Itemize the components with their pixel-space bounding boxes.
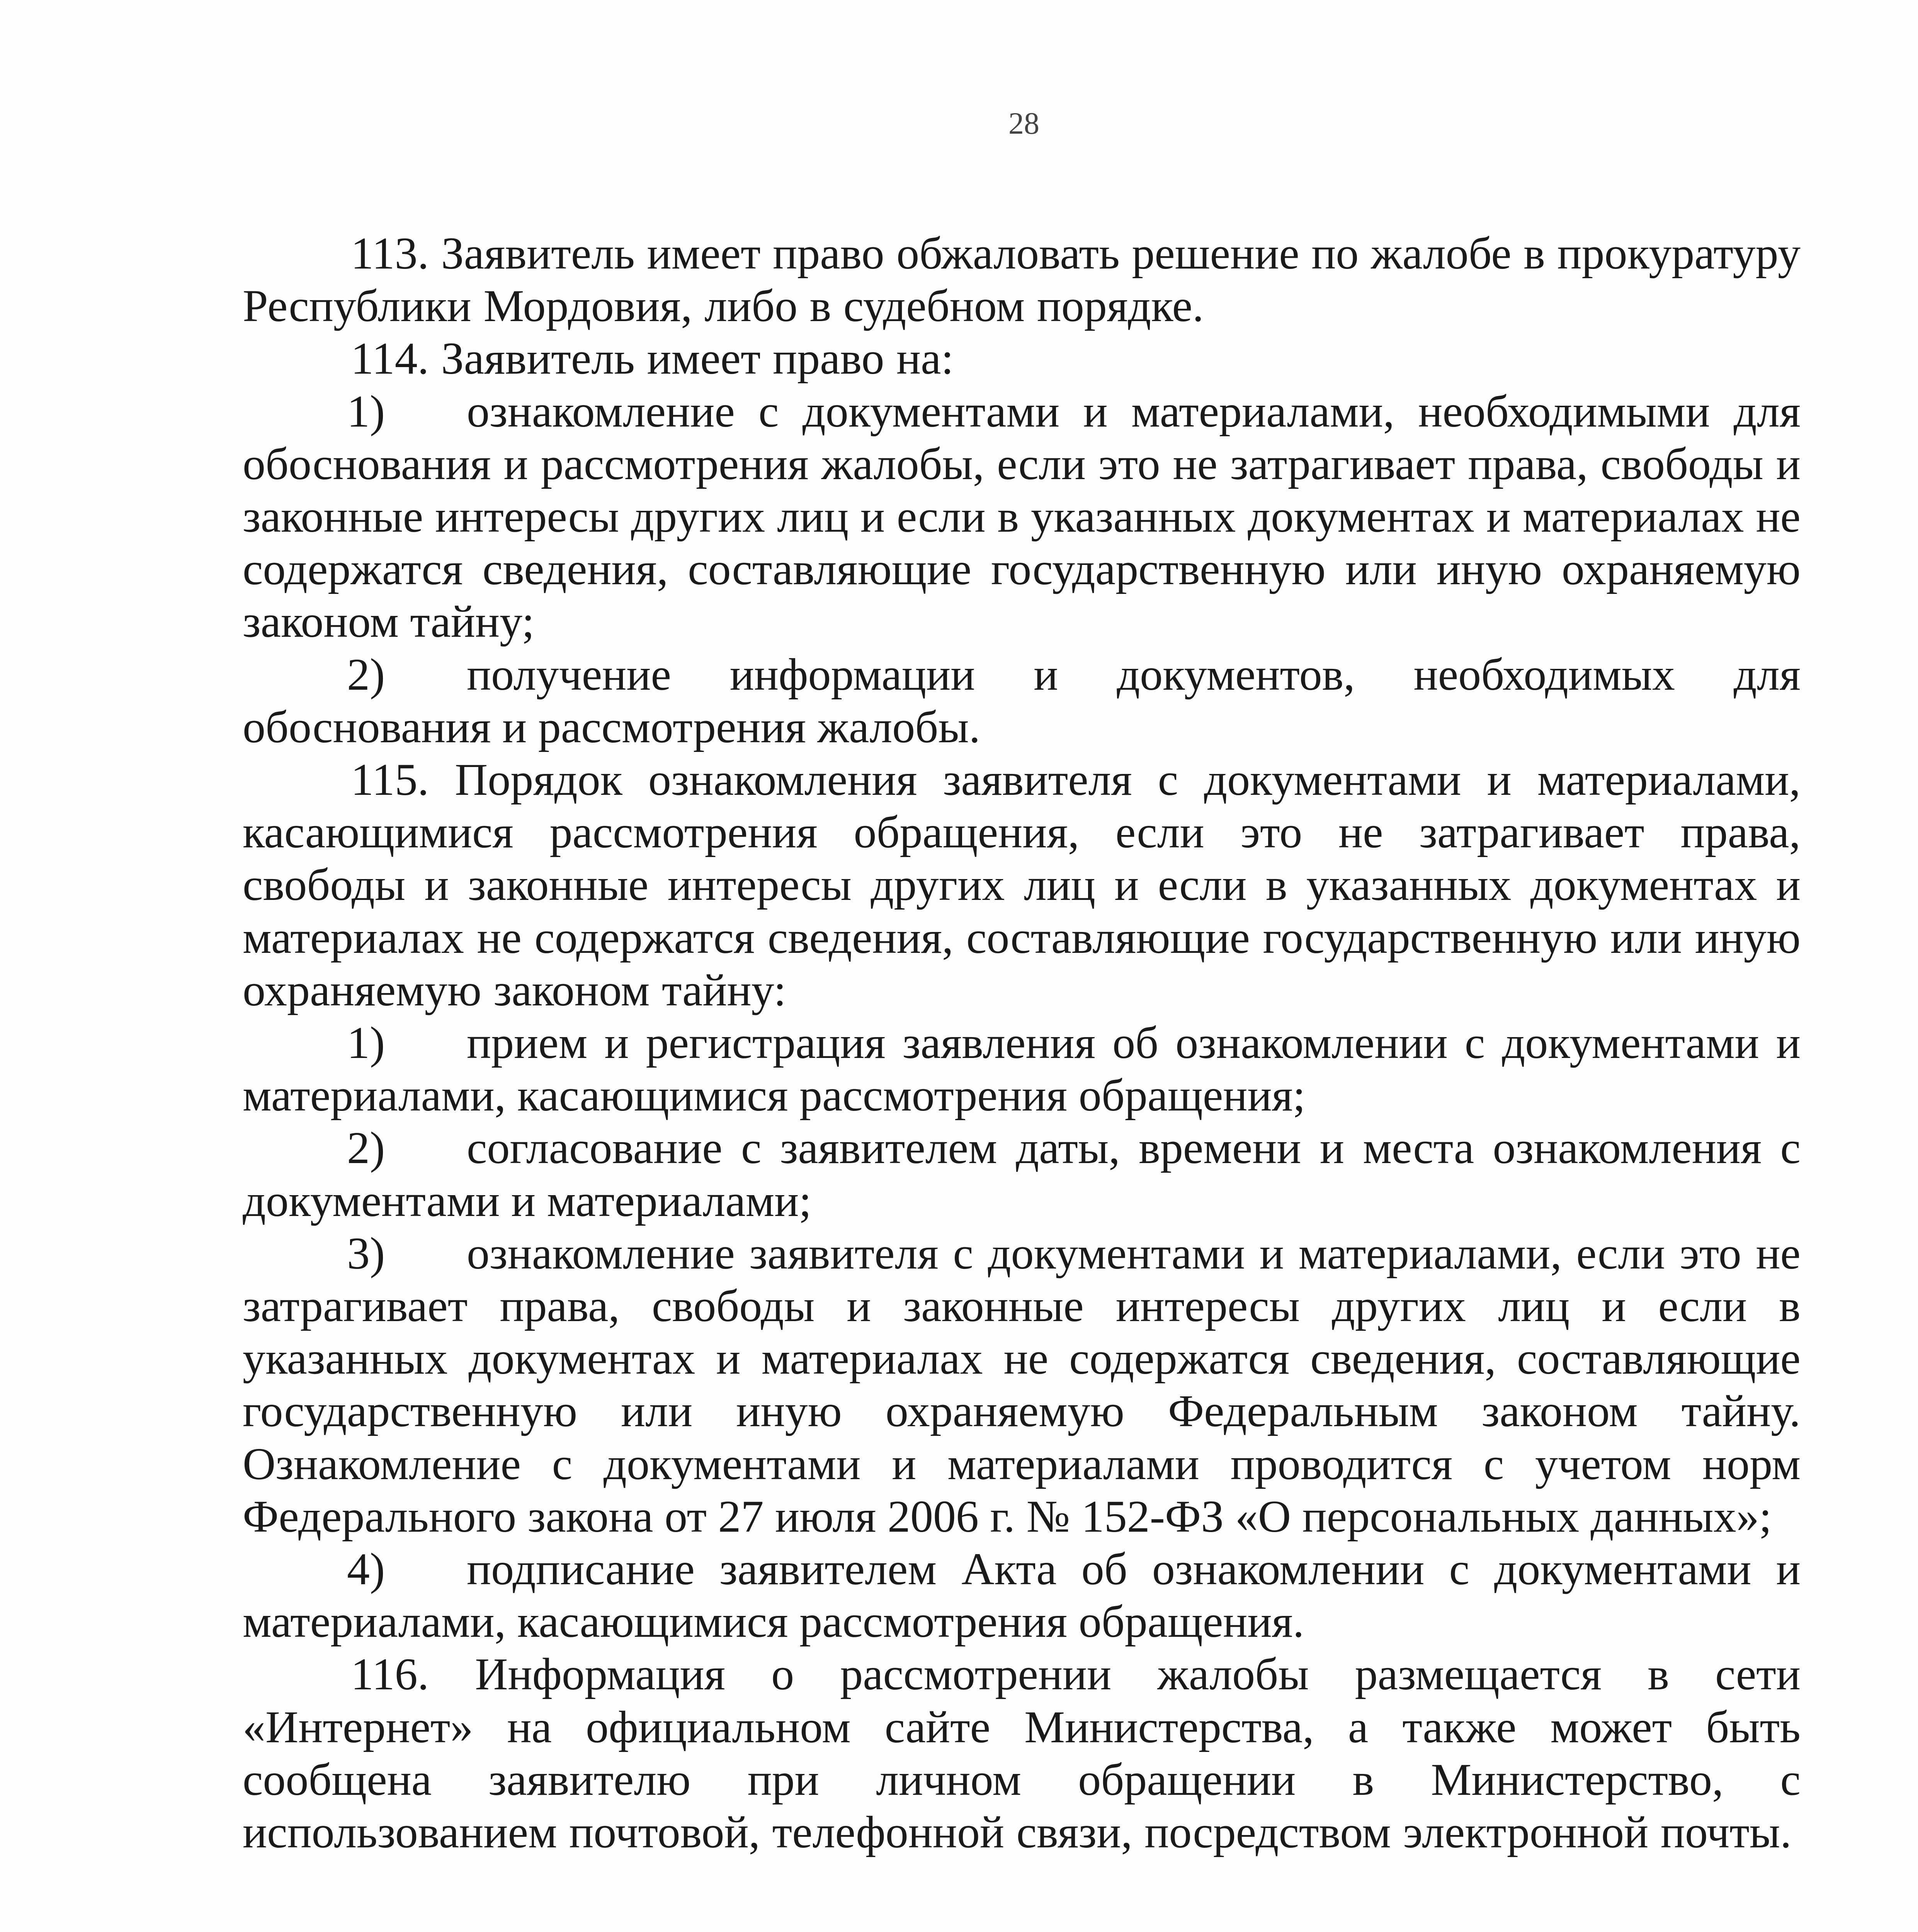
list-number: 1) <box>347 1017 385 1068</box>
list-number: 1) <box>347 386 385 437</box>
list-item-115-3 <box>243 1227 1801 1543</box>
list-number: 2) <box>347 1122 385 1173</box>
list-text: согласование с заявителем даты, времени и места ознакомления с документами и материалами; <box>243 1122 1801 1226</box>
document-body <box>243 227 1801 1859</box>
list-text: подписание заявителем Акта об ознакомлении с документами и материалами, касающимися рассмотрения обращения. <box>243 1544 1801 1647</box>
list-item-115-1 <box>243 1017 1801 1122</box>
paragraph-113: 113. Заявитель имеет право обжаловать решение по жалобе в прокуратуру Республики Мордовия, либо в судебном порядке. <box>243 228 1801 332</box>
list-item-115-4 <box>243 1543 1801 1648</box>
paragraph-114: 114. Заявитель имеет право на: <box>351 333 954 384</box>
list-item-114-1 <box>243 385 1801 648</box>
page-number: 28 <box>1008 107 1039 141</box>
list-text: ознакомление с документами и материалами, необходимыми для обоснования и рассмотрения жалобы, если это не затрагивает права, свободы и законные интересы других лиц и если в указанных документах и материалах не содержатся сведения, составляющие государственную или иную охраняемую законом тайну; <box>243 386 1801 647</box>
list-item-114-2 <box>243 648 1801 753</box>
list-text: ознакомление заявителя с документами и материалами, если это не затрагивает права, свободы и законные интересы других лиц и если в указанных документах и материалах не содержатся сведения, составляющие государственную или иную охраняемую Федеральным законом тайну. Ознакомление с документами и материалами проводится с учетом норм Федерального закона от 27 июля 2006 г. № 152-ФЗ «О персональных данных»; <box>243 1228 1801 1542</box>
list-text: прием и регистрация заявления об ознакомлении с документами и материалами, касающимися рассмотрения обращения; <box>243 1017 1801 1121</box>
list-number: 2) <box>347 649 385 700</box>
paragraph-116: 116. Информация о рассмотрении жалобы размещается в сети «Интернет» на официальном сайте Министерства, а также может быть сообщена заявителю при личном обращении в Министерство, с использованием почтовой, телефонной связи, посредством электронной почты. <box>243 1649 1801 1858</box>
paragraph-115: 115. Порядок ознакомления заявителя с документами и материалами, касающимися рассмотрения обращения, если это не затрагивает права, свободы и законные интересы других лиц и если в указанных документах и материалах не содержатся сведения, составляющие государственную или иную охраняемую законом тайну: <box>243 754 1801 1015</box>
list-number: 4) <box>347 1544 385 1595</box>
list-item-115-2 <box>243 1122 1801 1227</box>
list-text: получение информации и документов, необходимых для обоснования и рассмотрения жалобы. <box>243 649 1801 752</box>
list-number: 3) <box>347 1228 385 1279</box>
